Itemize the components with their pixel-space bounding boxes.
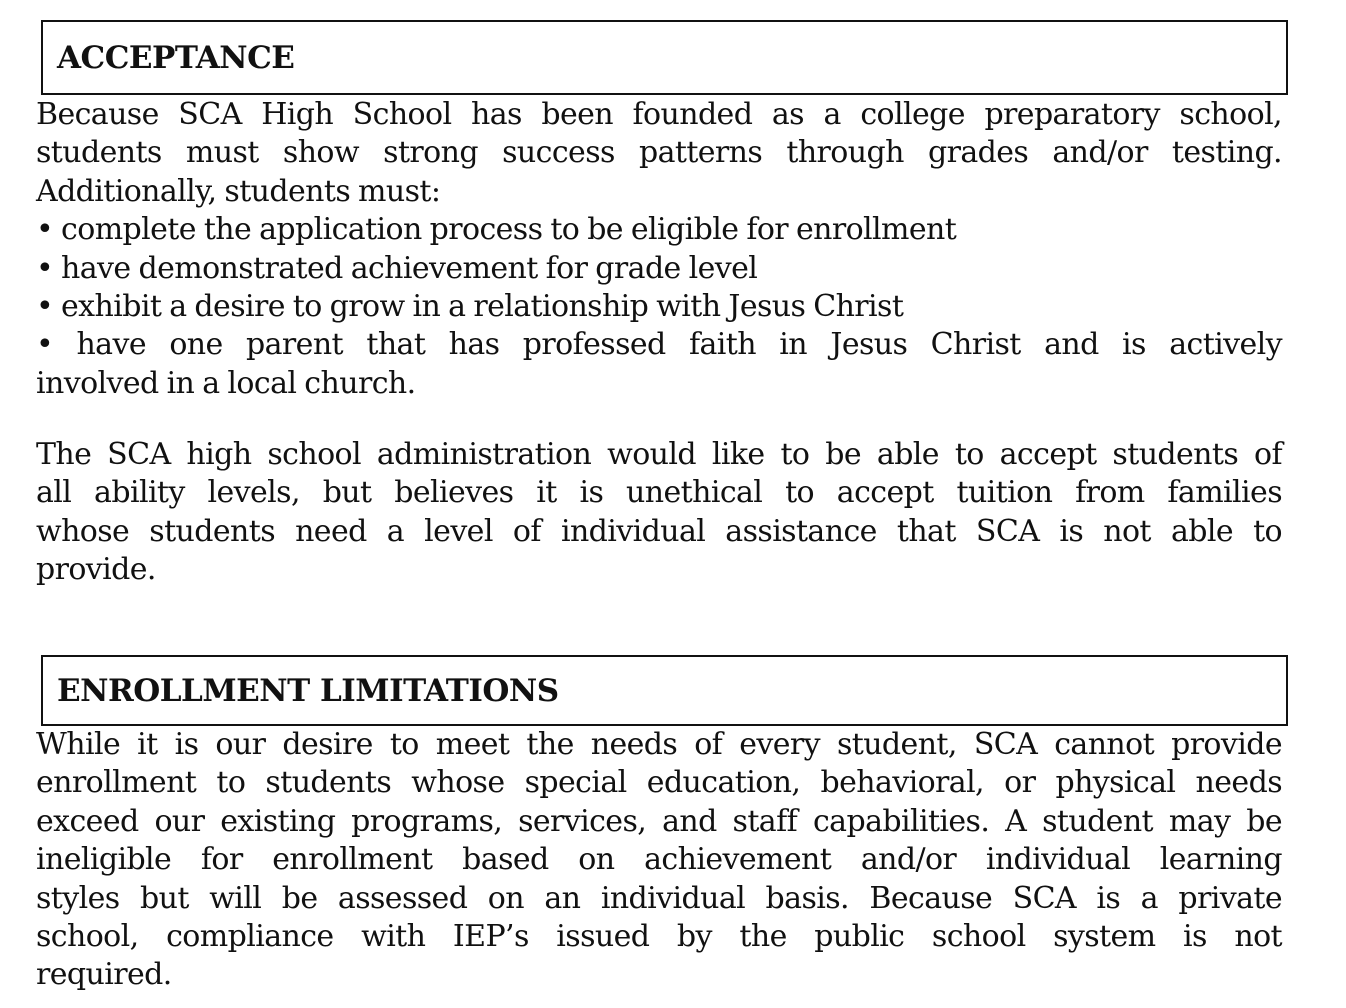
acceptance-requirements xyxy=(36,96,1282,403)
text-line: whose students need a level of individual assistance that SCA is not able to xyxy=(36,513,1282,549)
enrollment-limitations-heading: ENROLLMENT LIMITATIONS xyxy=(57,673,559,709)
text-line: all ability levels, but believes it is unethical to accept tuition from families xyxy=(36,475,1282,511)
text-line: students must show strong success patterns through grades and/or testing. xyxy=(36,135,1282,171)
text-line: required. xyxy=(36,957,172,993)
bullet-item: • exhibit a desire to grow in a relationship with Jesus Christ xyxy=(36,289,904,325)
text-line: Because SCA High School has been founded as a college preparatory school, xyxy=(36,97,1282,132)
bullet-item: • have demonstrated achievement for grade level xyxy=(36,250,758,286)
acceptance-heading: ACCEPTANCE xyxy=(57,40,295,76)
acceptance-heading-box xyxy=(41,20,1288,95)
enrollment-limitations-paragraph xyxy=(36,726,1282,995)
enrollment-limitations-heading-box xyxy=(41,655,1288,726)
text-line: enrollment to students whose special education, behavioral, or physical needs xyxy=(36,765,1282,801)
text-line: exceed our existing programs, services, and staff capabilities. A student may be xyxy=(36,803,1282,839)
text-line: ineligible for enrollment based on achievement and/or individual learning xyxy=(36,842,1282,878)
bullet-item: • complete the application process to be eligible for enrollment xyxy=(36,212,957,248)
bullet-item: • have one parent that has professed faith in Jesus Christ and is actively xyxy=(36,327,1282,363)
text-line: styles but will be assessed on an individual basis. Because SCA is a private xyxy=(36,880,1282,916)
text-line: While it is our desire to meet the needs of every student, SCA cannot provide xyxy=(36,727,1282,762)
text-line: The SCA high school administration would like to be able to accept students of xyxy=(36,437,1282,472)
text-line: provide. xyxy=(36,552,156,588)
text-line: Additionally, students must: xyxy=(36,173,441,209)
acceptance-closing-paragraph xyxy=(36,436,1282,590)
bullet-item-continuation: involved in a local church. xyxy=(36,365,416,401)
text-line: school, compliance with IEP’s issued by the public school system is not xyxy=(36,919,1282,955)
